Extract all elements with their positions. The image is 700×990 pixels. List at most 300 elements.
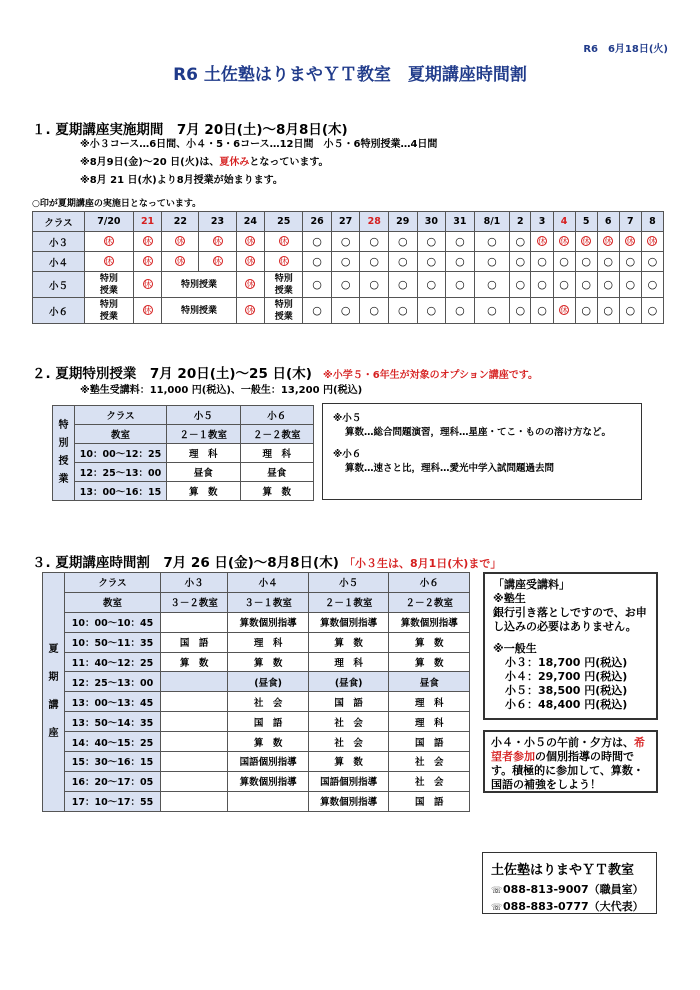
fee-item: 小５：38,500 円(税込) (505, 684, 628, 697)
time-slot: 10：00～12：25 (75, 444, 167, 463)
subject-cell: 社 会 (228, 692, 309, 712)
class-day-mark: ○ (537, 278, 547, 291)
class-day-mark: ○ (340, 304, 351, 317)
class-day-mark: ○ (647, 255, 658, 268)
class-day-mark: ○ (625, 278, 636, 291)
subject-cell: 算数個別指導 (228, 771, 309, 791)
holiday-mark: 休 (560, 306, 569, 315)
class-name: 小４ (33, 252, 85, 272)
day-cell (133, 232, 162, 252)
section2-heading-row (32, 362, 538, 382)
class-day-mark: ○ (559, 278, 569, 291)
g6-note-title: ※小６ (333, 449, 362, 460)
holiday-mark: 休 (176, 257, 185, 266)
day-cell (619, 232, 641, 252)
section1-heading: １. 夏期講座実施期間 7月 20日(土)～8月8日(木) (32, 122, 348, 138)
day-cell (85, 252, 134, 272)
attendance-legend: ○印が夏期講座の実施日となっています。 (32, 199, 202, 209)
section2-fee: ※塾生受講料：11,000 円(税込)、一般生：13,200 円(税込) (80, 385, 363, 396)
date-header: 4 (553, 212, 575, 232)
header-class: クラス (33, 212, 85, 232)
holiday-mark: 休 (604, 237, 613, 246)
day-cell (474, 298, 510, 324)
page-title: R6 土佐塾はりまやＹＴ教室 夏期講座時間割 (173, 65, 527, 85)
class-day-mark: ○ (647, 304, 658, 317)
timetable-header: 小５ (308, 573, 389, 593)
special-header: 小５ (167, 406, 241, 425)
class-day-mark: ○ (515, 255, 526, 268)
day-cell (417, 252, 446, 272)
date-header: 27 (331, 212, 360, 232)
day-cell (236, 252, 265, 272)
subject-cell: 理 科 (240, 444, 314, 463)
subject-cell: 算 数 (228, 732, 309, 752)
special-class-cell: 特別授業 (162, 298, 236, 324)
attendance-row (33, 298, 664, 324)
class-day-mark: ○ (312, 235, 322, 248)
date-header: 21 (133, 212, 162, 232)
class-day-mark: ○ (397, 235, 408, 248)
date-header: 8/1 (474, 212, 510, 232)
holiday-mark: 休 (104, 257, 113, 266)
day-cell (641, 252, 663, 272)
day-cell (446, 252, 475, 272)
day-cell (162, 252, 199, 272)
day-cell (389, 272, 418, 298)
timetable-row (43, 791, 470, 811)
day-cell (389, 298, 418, 324)
class-day-mark: ○ (625, 304, 636, 317)
day-cell (360, 298, 389, 324)
subject-cell: 国 語 (389, 732, 470, 752)
special-header-row (53, 406, 314, 425)
day-cell (331, 232, 360, 252)
date-header: 24 (236, 212, 265, 232)
section3-heading-note: 「小３生は、8月1日(木)まで」 (343, 557, 502, 570)
fee-item: 小６：48,400 円(税込) (505, 698, 628, 711)
class-day-mark: ○ (581, 255, 591, 268)
subject-cell (161, 612, 228, 632)
holiday-mark: 休 (538, 237, 547, 246)
day-cell (133, 298, 162, 324)
holiday-mark: 休 (143, 306, 152, 315)
phone-main: ☏088-883-0777（大代表） (491, 899, 648, 916)
day-cell (265, 232, 303, 252)
subject-cell (161, 692, 228, 712)
day-cell (331, 252, 360, 272)
g6-note-text: 算数…速さと比，理科…愛光中学入試問題過去問 (345, 463, 555, 474)
timetable-side-label: 夏 期 講 座 (43, 573, 65, 812)
day-cell (417, 272, 446, 298)
holiday-mark: 休 (626, 237, 635, 246)
class-day-mark: ○ (515, 278, 526, 291)
special-class-cell: 特別 授業 (85, 298, 134, 324)
subject-cell: 算 数 (161, 652, 228, 672)
subject-cell (161, 732, 228, 752)
day-cell (575, 298, 597, 324)
subject-cell: 理 科 (389, 692, 470, 712)
class-day-mark: ○ (537, 255, 547, 268)
section2-heading-note: ※小学５・6年生が対象のオプション講座です。 (322, 370, 538, 381)
date-header: 22 (162, 212, 199, 232)
day-cell (236, 272, 265, 298)
special-header: 小６ (240, 406, 314, 425)
special-side-label: 特 別 授 業 (53, 406, 75, 501)
time-slot: 16：20～17：05 (65, 771, 161, 791)
date-header: 23 (199, 212, 236, 232)
holiday-mark: 休 (104, 237, 113, 246)
room-name: ２－１教室 (167, 425, 241, 444)
class-day-mark: ○ (340, 235, 351, 248)
day-cell (597, 272, 619, 298)
subject-cell (161, 791, 228, 811)
time-slot: 15：30～16：15 (65, 752, 161, 772)
subject-cell: 算数個別指導 (308, 612, 389, 632)
timetable-row (43, 612, 470, 632)
class-day-mark: ○ (426, 235, 437, 248)
class-day-mark: ○ (487, 255, 497, 268)
day-cell (597, 252, 619, 272)
special-class-table (52, 405, 314, 501)
day-cell (303, 272, 332, 298)
class-day-mark: ○ (426, 278, 437, 291)
day-cell (641, 272, 663, 298)
class-day-mark: ○ (537, 304, 547, 317)
class-day-mark: ○ (487, 278, 497, 291)
subject-cell: 算 数 (308, 632, 389, 652)
day-cell (619, 272, 641, 298)
class-day-mark: ○ (581, 278, 591, 291)
room-name: ２－２教室 (389, 592, 470, 612)
timetable-row (43, 771, 470, 791)
summer-timetable (42, 572, 470, 812)
subject-cell: 理 科 (228, 632, 309, 652)
class-day-mark: ○ (369, 235, 380, 248)
date-header: 2 (510, 212, 531, 232)
holiday-mark: 休 (176, 237, 185, 246)
phone-icon: ☏ (491, 903, 503, 913)
subject-cell: 昼食 (167, 463, 241, 482)
attendance-header-row (33, 212, 664, 232)
fee-item: 小４：29,700 円(税込) (505, 670, 628, 683)
day-cell (510, 298, 531, 324)
day-cell (553, 272, 575, 298)
day-cell (597, 232, 619, 252)
special-header: クラス (75, 406, 167, 425)
attendance-row (33, 252, 664, 272)
fee-box (483, 572, 658, 720)
subject-cell: 国 語 (161, 632, 228, 652)
g5-note-text: 算数…総合問題演習，理科…星座・てこ・ものの溶け方など。 (345, 427, 612, 438)
holiday-mark: 休 (246, 306, 255, 315)
date-header: 28 (360, 212, 389, 232)
class-day-mark: ○ (426, 255, 437, 268)
class-day-mark: ○ (603, 255, 613, 268)
holiday-mark: 休 (582, 237, 591, 246)
day-cell (303, 252, 332, 272)
time-slot: 11：40～12：25 (65, 652, 161, 672)
subject-cell (161, 672, 228, 692)
subject-cell (161, 752, 228, 772)
day-cell (619, 298, 641, 324)
class-day-mark: ○ (340, 278, 351, 291)
timetable-header: 小３ (161, 573, 228, 593)
day-cell (417, 232, 446, 252)
subject-cell: 算 数 (389, 632, 470, 652)
date-header: 7 (619, 212, 641, 232)
room-name: ３－１教室 (228, 592, 309, 612)
date-header: 3 (531, 212, 553, 232)
timetable-row (43, 672, 470, 692)
day-cell (597, 298, 619, 324)
attendance-table (32, 211, 664, 324)
class-day-mark: ○ (455, 278, 465, 291)
date-header: 5 (575, 212, 597, 232)
optional-participation-text: 希望者参加 (491, 736, 645, 763)
section3-heading-row (32, 551, 501, 571)
day-cell (162, 232, 199, 252)
room-label: 教室 (65, 592, 161, 612)
day-cell (417, 298, 446, 324)
holiday-mark: 休 (648, 237, 657, 246)
time-slot: 12：25～13：00 (75, 463, 167, 482)
day-cell (531, 272, 553, 298)
special-row (53, 463, 314, 482)
holiday-mark: 休 (279, 257, 288, 266)
timetable-header: 小４ (228, 573, 309, 593)
class-day-mark: ○ (455, 304, 465, 317)
time-slot: 10：00～10：45 (65, 612, 161, 632)
class-day-mark: ○ (397, 278, 408, 291)
class-day-mark: ○ (559, 255, 569, 268)
special-row (53, 444, 314, 463)
school-name: 土佐塾はりまやＹＴ教室 (491, 863, 635, 878)
time-slot: 17：10～17：55 (65, 791, 161, 811)
day-cell (133, 272, 162, 298)
day-cell (331, 298, 360, 324)
subject-cell: 算 数 (167, 482, 241, 501)
summer-break-text: 夏休み (219, 157, 250, 168)
timetable-header: クラス (65, 573, 161, 593)
subject-cell: 社 会 (308, 732, 389, 752)
holiday-mark: 休 (143, 257, 152, 266)
time-slot: 12：25～13：00 (65, 672, 161, 692)
day-cell (510, 272, 531, 298)
class-day-mark: ○ (312, 255, 322, 268)
timetable-room-row (43, 592, 470, 612)
class-day-mark: ○ (625, 255, 636, 268)
subject-cell: 昼食 (240, 463, 314, 482)
contact-box (482, 852, 657, 914)
class-day-mark: ○ (515, 235, 526, 248)
timetable-row (43, 732, 470, 752)
timetable-row (43, 752, 470, 772)
subject-cell (161, 771, 228, 791)
timetable-row (43, 712, 470, 732)
room-label: 教室 (75, 425, 167, 444)
day-cell (360, 252, 389, 272)
day-cell (389, 232, 418, 252)
class-day-mark: ○ (397, 255, 408, 268)
day-cell (531, 298, 553, 324)
day-cell (553, 298, 575, 324)
subject-cell: 算数個別指導 (389, 612, 470, 632)
day-cell (303, 298, 332, 324)
room-name: ２－２教室 (240, 425, 314, 444)
subject-cell: 算 数 (240, 482, 314, 501)
holiday-mark: 休 (246, 257, 255, 266)
class-day-mark: ○ (312, 278, 322, 291)
phone-staff: ☏088-813-9007（職員室） (491, 882, 648, 899)
holiday-mark: 休 (143, 280, 152, 289)
subject-cell: 算 数 (228, 652, 309, 672)
class-day-mark: ○ (455, 235, 465, 248)
time-slot: 10：50～11：35 (65, 632, 161, 652)
special-class-cell: 特別 授業 (85, 272, 134, 298)
day-cell (331, 272, 360, 298)
fee-item: 小３：18,700 円(税込) (505, 656, 628, 669)
subject-cell: 算数個別指導 (308, 791, 389, 811)
special-class-cell: 特別授業 (162, 272, 236, 298)
holiday-mark: 休 (560, 237, 569, 246)
timetable-header: 小６ (389, 573, 470, 593)
day-cell (199, 252, 236, 272)
class-day-mark: ○ (581, 304, 591, 317)
room-name: ３－２教室 (161, 592, 228, 612)
day-cell (575, 232, 597, 252)
class-day-mark: ○ (455, 255, 465, 268)
special-class-cell: 特別 授業 (265, 298, 303, 324)
holiday-mark: 休 (213, 237, 222, 246)
subject-cell: 理 科 (308, 652, 389, 672)
day-cell (446, 298, 475, 324)
timetable-header-row (43, 573, 470, 593)
day-cell (553, 232, 575, 252)
class-day-mark: ○ (603, 304, 613, 317)
day-cell (531, 252, 553, 272)
special-row (53, 482, 314, 501)
holiday-mark: 休 (213, 257, 222, 266)
subject-cell: 社 会 (389, 752, 470, 772)
subject-cell: 国 語 (228, 712, 309, 732)
timetable-row (43, 652, 470, 672)
room-name: ２－１教室 (308, 592, 389, 612)
section1-line3: ※8月 21 日(水)より8月授業が始まります。 (80, 175, 283, 186)
section1-line1: ※小３コース…6日間、小４・5・6コース…12日間 小５・6特別授業…4日間 (80, 139, 438, 150)
day-cell (531, 232, 553, 252)
date-header: 8 (641, 212, 663, 232)
day-cell (446, 272, 475, 298)
special-class-cell: 特別 授業 (265, 272, 303, 298)
class-day-mark: ○ (487, 235, 497, 248)
class-day-mark: ○ (369, 304, 380, 317)
class-name: 小５ (33, 272, 85, 298)
day-cell (474, 232, 510, 252)
class-day-mark: ○ (426, 304, 437, 317)
time-slot: 13：50～14：35 (65, 712, 161, 732)
time-slot: 13：00～16：15 (75, 482, 167, 501)
class-day-mark: ○ (603, 278, 613, 291)
day-cell (85, 232, 134, 252)
section1-line2: ※8月9日(金)～20 日(火)は、夏休みとなっています。 (80, 157, 329, 168)
day-cell (360, 232, 389, 252)
date-header: 7/20 (85, 212, 134, 232)
day-cell (575, 252, 597, 272)
day-cell (446, 232, 475, 252)
day-cell (199, 232, 236, 252)
member-fee-text: 銀行引き落としですので、お申し込みの必要はありません。 (493, 606, 647, 633)
time-slot: 14：40～15：25 (65, 732, 161, 752)
day-cell (510, 252, 531, 272)
issue-date: R6 6月18日(火) (583, 44, 668, 55)
holiday-mark: 休 (246, 280, 255, 289)
day-cell (133, 252, 162, 272)
subject-cell: 国語個別指導 (308, 771, 389, 791)
class-day-mark: ○ (647, 278, 658, 291)
day-cell (236, 232, 265, 252)
special-room-row (53, 425, 314, 444)
subject-cell: 算数個別指導 (228, 612, 309, 632)
phone-icon: ☏ (491, 886, 503, 896)
subject-cell: 国語個別指導 (228, 752, 309, 772)
day-cell (389, 252, 418, 272)
section1-notes (80, 136, 437, 190)
holiday-mark: 休 (279, 237, 288, 246)
date-header: 31 (446, 212, 475, 232)
date-header: 29 (389, 212, 418, 232)
subject-cell: (昼食) (228, 672, 309, 692)
attendance-row (33, 232, 664, 252)
class-day-mark: ○ (369, 278, 380, 291)
date-header: 26 (303, 212, 332, 232)
section3-heading: ３. 夏期講座時間割 7月 26 日(金)～8月8日(木) (32, 555, 339, 571)
class-name: 小３ (33, 232, 85, 252)
day-cell (236, 298, 265, 324)
day-cell (474, 252, 510, 272)
g5-note-title: ※小５ (333, 413, 362, 424)
subject-cell (228, 791, 309, 811)
class-day-mark: ○ (515, 304, 526, 317)
class-day-mark: ○ (369, 255, 380, 268)
subject-cell: 社 会 (389, 771, 470, 791)
class-name: 小６ (33, 298, 85, 324)
subject-cell: 算 数 (389, 652, 470, 672)
attendance-row (33, 272, 664, 298)
day-cell (641, 298, 663, 324)
time-slot: 13：00～13：45 (65, 692, 161, 712)
individual-guidance-box: 小４・小５の午前・夕方は、希望者参加の個別指導の時間です。積極的に参加して、算数・国語の補強をしよう！ (483, 730, 658, 793)
subject-cell: 社 会 (308, 712, 389, 732)
day-cell (510, 232, 531, 252)
subject-cell: 国 語 (308, 692, 389, 712)
date-header: 6 (597, 212, 619, 232)
special-class-notes (322, 403, 642, 500)
class-day-mark: ○ (340, 255, 351, 268)
date-header: 30 (417, 212, 446, 232)
day-cell (553, 252, 575, 272)
subject-cell: 理 科 (167, 444, 241, 463)
subject-cell: (昼食) (308, 672, 389, 692)
holiday-mark: 休 (246, 237, 255, 246)
day-cell (619, 252, 641, 272)
class-day-mark: ○ (312, 304, 322, 317)
day-cell (360, 272, 389, 298)
day-cell (303, 232, 332, 252)
day-cell (575, 272, 597, 298)
timetable-row (43, 632, 470, 652)
subject-cell: 国 語 (389, 791, 470, 811)
class-day-mark: ○ (397, 304, 408, 317)
